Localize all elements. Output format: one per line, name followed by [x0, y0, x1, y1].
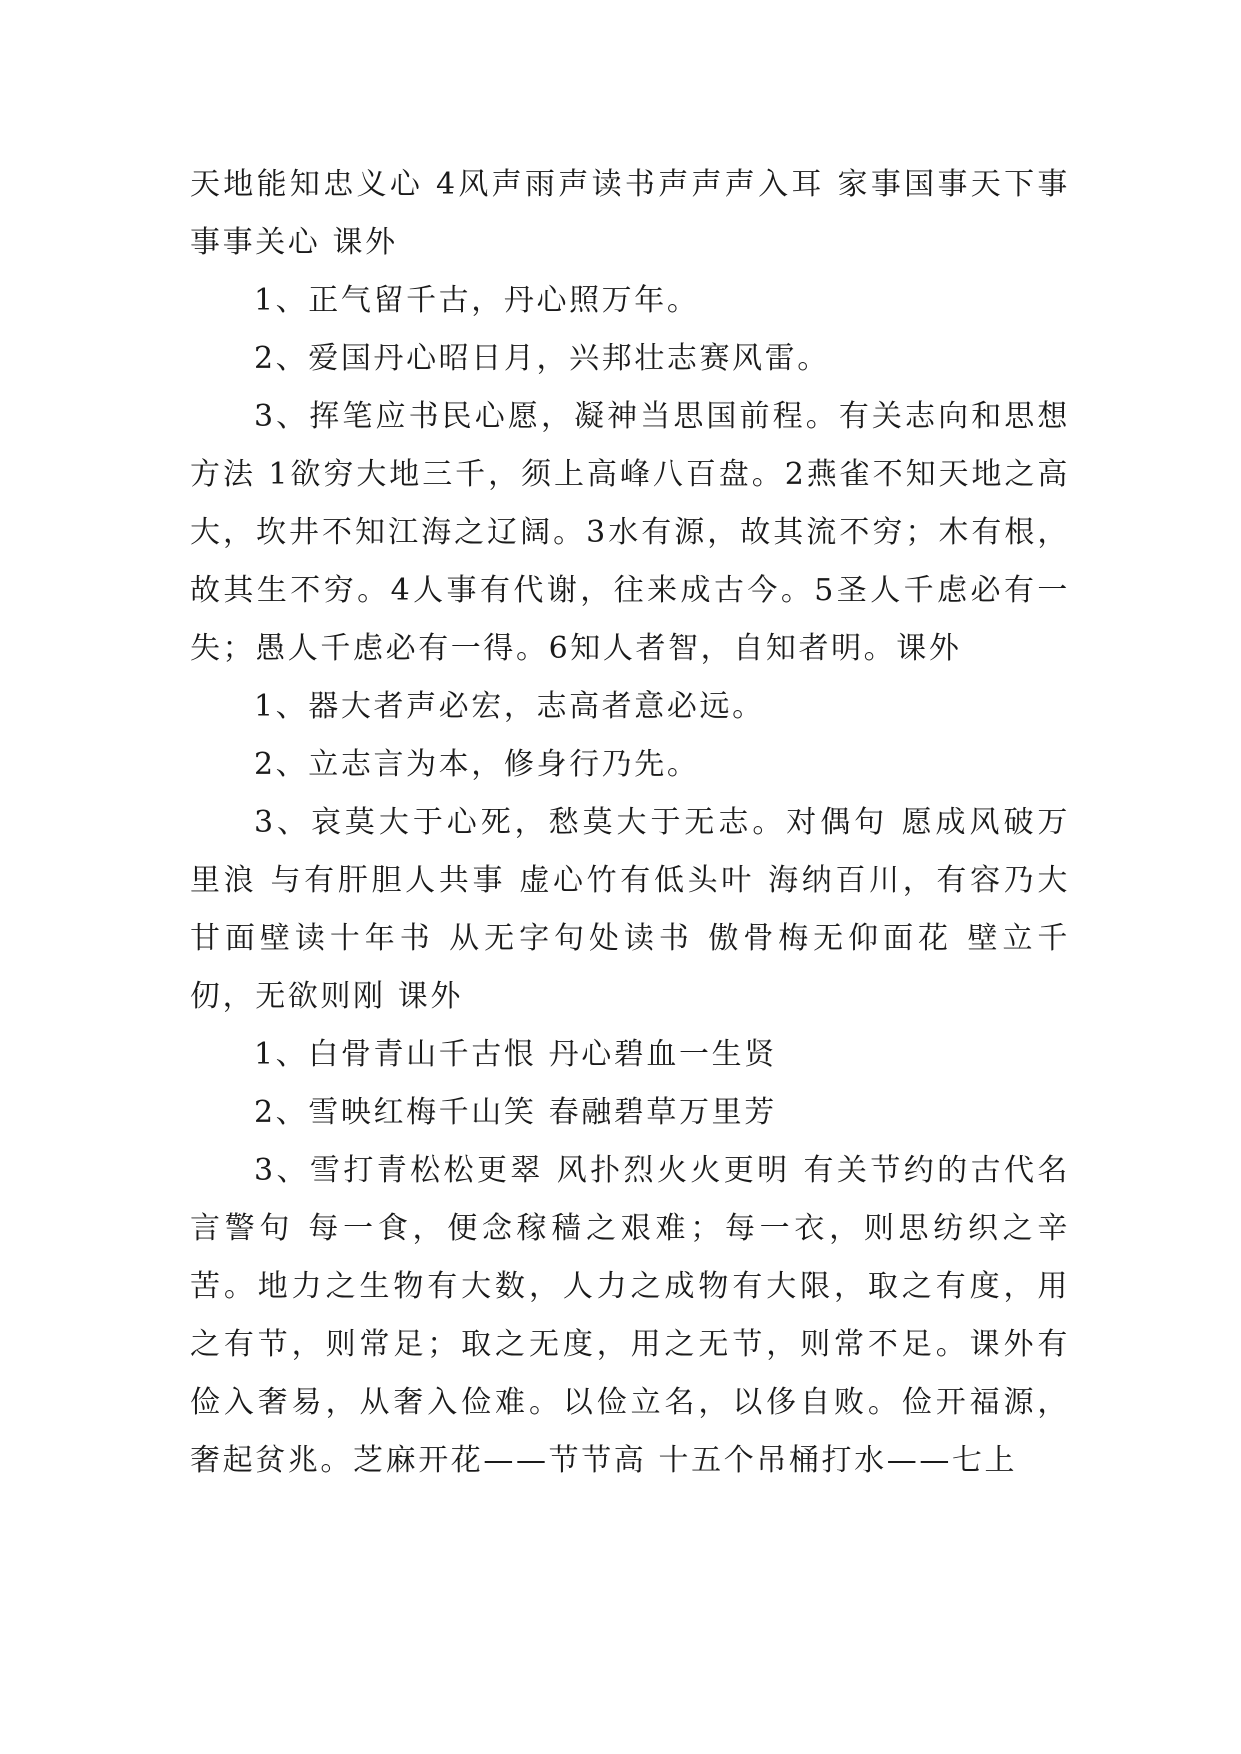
- paragraph-5: 1、器大者声必宏，志高者意必远。: [254, 689, 765, 724]
- paragraph-9: 2、雪映红梅千山笑 春融碧草万里芳: [254, 1095, 777, 1130]
- paragraph-3: 2、爱国丹心昭日月，兴邦壮志赛风雷。: [254, 341, 830, 376]
- paragraph-1: 天地能知忠义心 4风声雨声读书声声声入耳 家事国事天下事事事关心 课外: [190, 167, 1070, 260]
- paragraph-10: 3、雪打青松松更翠 风扑烈火火更明 有关节约的古代名言警句 每一食，便念稼穑之艰难；每一衣，则思纺织之辛苦。地力之生物有大数，人力之成物有大限，取之有度，用之有节，则常足；取之无度，用之无节，则常不足。课外有俭入奢易，从奢入俭难。以俭立名，以侈自败。俭开福源，奢起贫兆。芝麻开花——节节高 十五个吊桶打水——七上: [190, 1153, 1070, 1478]
- paragraph-6: 2、立志言为本，修身行乃先。: [254, 747, 700, 782]
- paragraph-2: 1、正气留千古，丹心照万年。: [254, 283, 700, 318]
- document-page: [190, 156, 1070, 1490]
- paragraph-8: 1、白骨青山千古恨 丹心碧血一生贤: [254, 1037, 777, 1072]
- paragraph-4: 3、挥笔应书民心愿，凝神当思国前程。有关志向和思想方法 1欲穷大地三千，须上高峰八百盘。2燕雀不知天地之高大，坎井不知江海之辽阔。3水有源，故其流不穷；木有根，故其生不穷。4人事有代谢，往来成古今。5圣人千虑必有一失；愚人千虑必有一得。6知人者智，自知者明。课外: [190, 399, 1070, 666]
- paragraph-7: 3、哀莫大于心死，愁莫大于无志。对偶句 愿成风破万里浪 与有肝胆人共事 虚心竹有低头叶 海纳百川，有容乃大 甘面壁读十年书 从无字句处读书 傲骨梅无仰面花 壁立千仞，无欲则刚 课外: [190, 805, 1070, 1014]
